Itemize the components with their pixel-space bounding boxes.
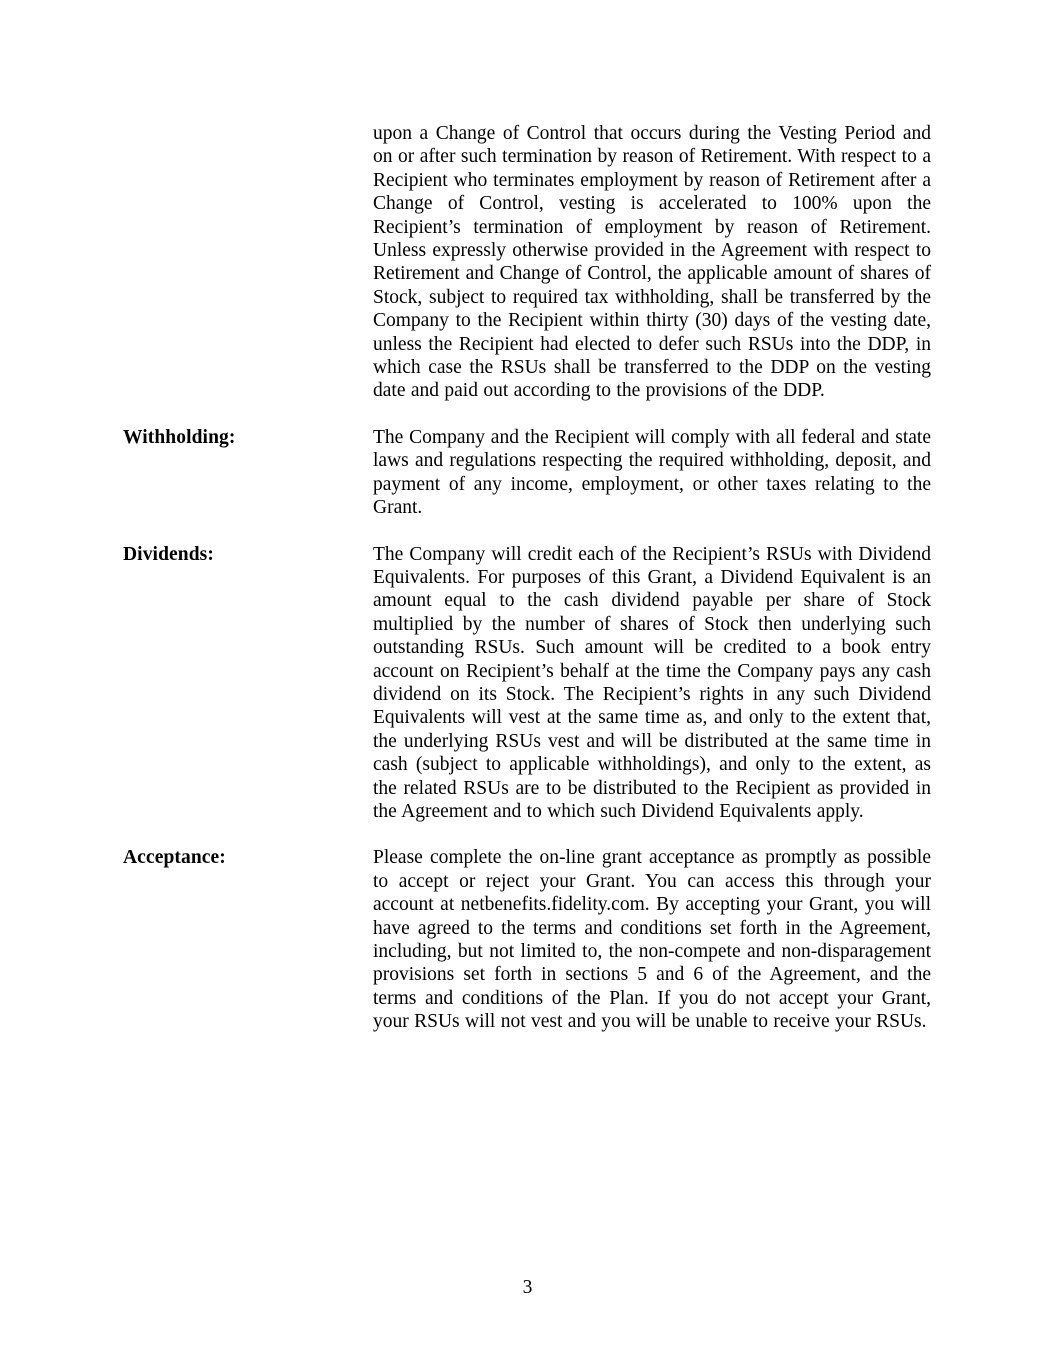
section-body: upon a Change of Control that occurs during the Vesting Period and on or after such termination by reason of Retirement. With respect to a Recipient who terminates employment by reason of Retirement after a Change of Control, vesting is accelerated to 100% upon the Recipient’s termination of employment by reason of Retirement. Unless expressly otherwise provided in the Agreement with respect to Retirement and Change of Control, the applicable amount of shares of Stock, subject to required tax withholding, shall be transferred by the Company to the Recipient within thirty (30) days of the vesting date, unless the Recipient had elected to defer such RSUs into the DDP, in which case the RSUs shall be transferred to the DDP on the vesting date and paid out according to the provisions of the DDP. bbox=[373, 123, 931, 402]
section-continuation bbox=[123, 122, 931, 403]
section-body: Please complete the on-line grant acceptance as promptly as possible to accept or reject your Grant. You can access this through your account at netbenefits.fidelity.com. By accepting your Grant, you will have agreed to the terms and conditions set forth in the Agreement, including, but not limited to, the non-compete and non-disparagement provisions set forth in sections 5 and 6 of the Agreement, and the terms and conditions of the Plan. If you do not accept your Grant, your RSUs will not vest and you will be unable to receive your RSUs. bbox=[373, 847, 931, 1033]
section-body: The Company and the Recipient will comply with all federal and state laws and regulations respecting the required withholding, deposit, and payment of any income, employment, or other taxes relating to the Grant. bbox=[373, 426, 931, 519]
section-withholding bbox=[123, 426, 931, 520]
document-content bbox=[123, 122, 931, 1057]
section-label: Dividends: bbox=[123, 543, 214, 565]
section-label: Withholding: bbox=[123, 426, 236, 448]
section-label: Acceptance: bbox=[123, 847, 226, 869]
section-acceptance bbox=[123, 846, 931, 1033]
section-dividends bbox=[123, 543, 931, 824]
section-body: The Company will credit each of the Recipient’s RSUs with Dividend Equivalents. For purposes of this Grant, a Dividend Equivalent is an amount equal to the cash dividend payable per share of Stock multiplied by the number of shares of Stock then underlying such outstanding RSUs. Such amount will be credited to a book entry account on Recipient’s behalf at the time the Company pays any cash dividend on its Stock. The Recipient’s rights in any such Dividend Equivalents will vest at the same time as, and only to the extent that, the underlying RSUs vest and will be distributed at the same time in cash (subject to applicable withholdings), and only to the extent, as the related RSUs are to be distributed to the Recipient as provided in the Agreement and to which such Dividend Equivalents apply. bbox=[373, 543, 931, 822]
page-number: 3 bbox=[522, 1277, 533, 1298]
